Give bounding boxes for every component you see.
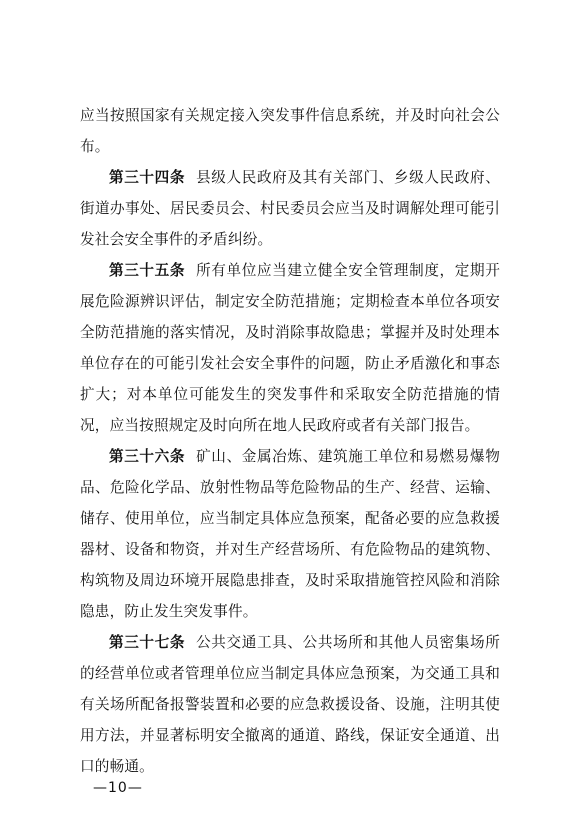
article-heading: 第三十四条 (109, 169, 186, 186)
paragraph-continuation (80, 100, 500, 162)
article-text: 所有单位应当建立健全安全管理制度，定期开展危险源辨识评估，制定安全防范措施；定期检查本单位各项安全防范措施的落实情况，及时消除事故隐患；掌握并及时处理本单位存在的可能引发社会安全事件的问题，防止矛盾激化和事态扩大；对本单位可能发生的突发事件和采取安全防范措施的情况，应当按照规定及时向所在地人民政府或者有关部门报告。 (80, 262, 500, 434)
document-body (80, 100, 500, 782)
article-heading: 第三十六条 (109, 448, 186, 465)
article-heading: 第三十五条 (109, 262, 186, 279)
article-34 (80, 162, 500, 255)
article-text: 公共交通工具、公共场所和其他人员密集场所的经营单位或者管理单位应当制定具体应急预案，为交通工具和有关场所配备报警装置和必要的应急救援设备、设施，注明其使用方法，并显著标明安全撤离的通道、路线，保证安全通道、出口的畅通。 (80, 634, 500, 775)
paragraph-text: 应当按照国家有关规定接入突发事件信息系统，并及时向社会公布。 (80, 107, 500, 155)
article-36 (80, 441, 500, 627)
article-heading: 第三十七条 (109, 634, 186, 651)
article-37 (80, 627, 500, 782)
article-35 (80, 255, 500, 441)
article-text: 县级人民政府及其有关部门、乡级人民政府、街道办事处、居民委员会、村民委员会应当及时调解处理可能引发社会安全事件的矛盾纠纷。 (80, 169, 500, 248)
page-number: —10— (93, 780, 143, 796)
article-text: 矿山、金属冶炼、建筑施工单位和易燃易爆物品、危险化学品、放射性物品等危险物品的生产、经营、运输、储存、使用单位，应当制定具体应急预案，配备必要的应急救援器材、设备和物资，并对生产经营场所、有危险物品的建筑物、构筑物及周边环境开展隐患排查，及时采取措施管控风险和消除隐患，防止发生突发事件。 (80, 448, 500, 620)
